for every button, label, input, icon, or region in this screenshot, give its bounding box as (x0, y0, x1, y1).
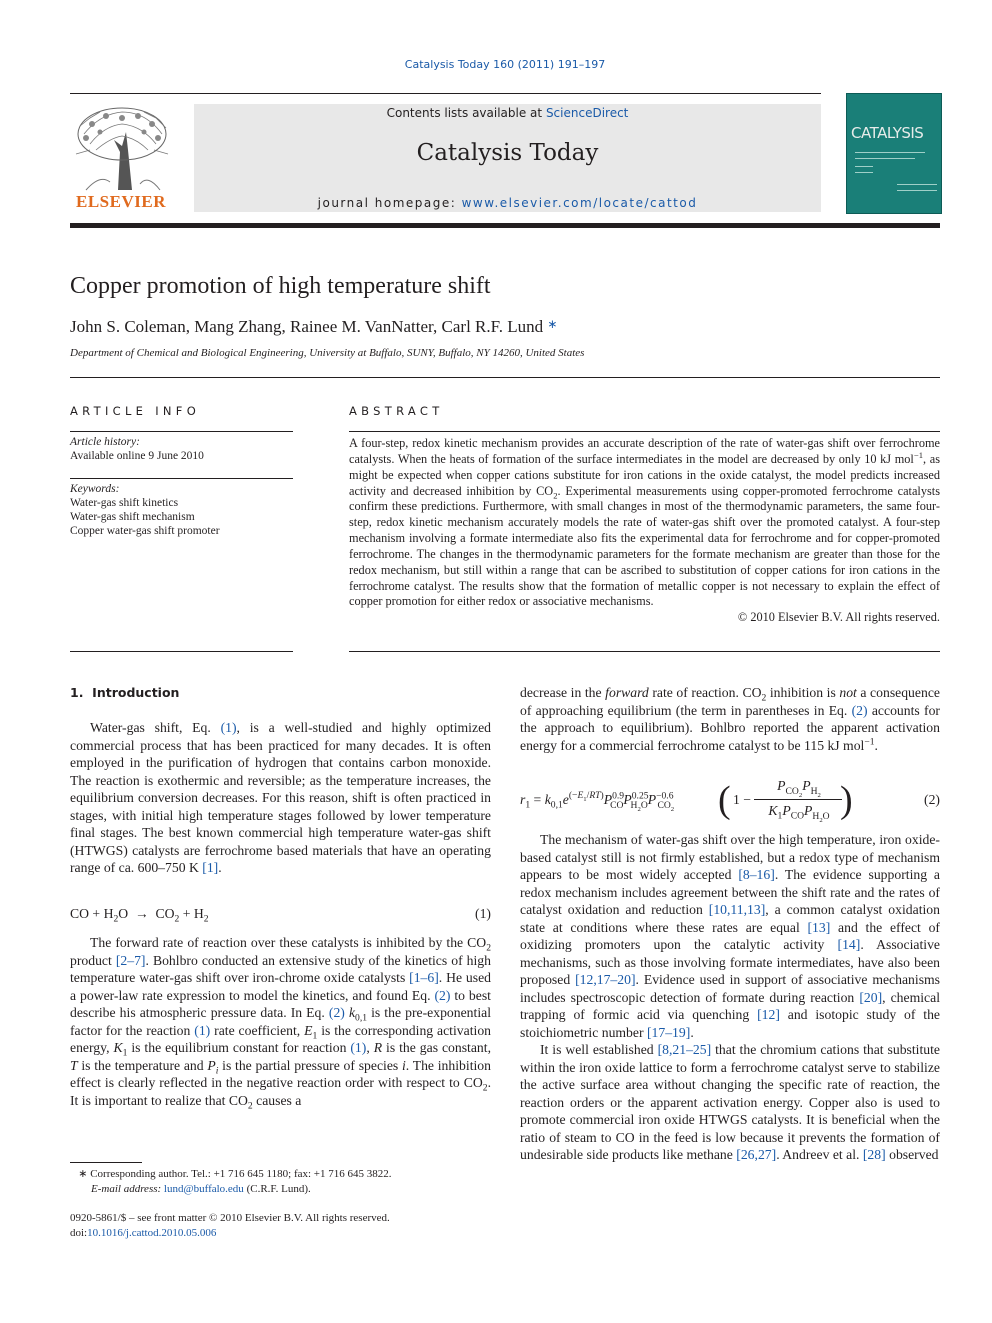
cover-line (855, 152, 925, 153)
journal-title: Catalysis Today (416, 140, 599, 166)
header-thick-rule (70, 223, 940, 228)
section-title: Introduction (92, 685, 180, 700)
abstract-bottom-rule (349, 651, 940, 652)
contents-line (194, 106, 821, 120)
email-suffix: (C.R.F. Lund). (246, 1183, 311, 1195)
journal-cover[interactable] (846, 93, 942, 214)
eq-ref[interactable]: (1) (350, 1040, 367, 1055)
ref-link[interactable]: [20] (859, 989, 883, 1005)
author-list (70, 317, 557, 337)
keywords-label: Keywords: (70, 483, 120, 495)
eq-ref[interactable]: (1) (194, 1022, 211, 1038)
intro-paragraph-2: The forward rate of reaction over these catalysts is inhibited by the $CO_2$ product [2–7]. Bohlbro conducted an extensive study of the kinetics of high temperature water-gas shift over iron-chrome oxide catalysts [1–6]. He used a power-law rate expression to model the kinetics, and found Eq. (2) to best describe his atmospheric pressure data. In Eq. (2) $k_{0,1}$ is the pre-exponential factor for the reaction (1) rate coefficient, $E_1$ is the corresponding activation energy, $K_1$ is the equilibrium constant for reaction (1), R is the gas constant, T is the temperature and $P_i$ is the partial pressure of species i. The inhibition effect is clearly reflected in the negative reaction order with respect to $CO_2$. It is important to realize that $CO_2$ causes a (70, 935, 492, 1112)
footnote-rule (70, 1162, 142, 1163)
ref-link[interactable]: [14] (837, 937, 861, 952)
email-label: E-mail address: (91, 1183, 162, 1195)
keywords-block (70, 482, 220, 538)
affiliation: Department of Chemical and Biological Engineering, University at Buffalo, SUNY, Buffalo, NY 14260, United States (70, 347, 585, 359)
ref-link[interactable]: [2–7] (115, 952, 146, 968)
elsevier-logo[interactable] (70, 104, 172, 212)
ref-link[interactable]: [12] (757, 1007, 780, 1022)
cover-line (897, 190, 937, 191)
ref-link[interactable]: [8–16] (738, 867, 775, 882)
equation-2: $r_1 = k_{0,1}e^{(-E_1/RT)}P^{0.9}_{CO}P^{0.25}_{H_2O}P^{-0.6}_{CO_2}$ ( 1 − $P_{CO_2}P_{H_2}$ $K_1P_{CO}P_{H_2O}$ ) (2) (520, 778, 940, 824)
homepage-prefix: journal homepage: (317, 196, 462, 210)
header-rule (70, 93, 821, 94)
front-matter (70, 1211, 491, 1241)
abstract-copyright: © 2010 Elsevier B.V. All rights reserved. (737, 610, 940, 625)
right-paragraph-1: decrease in the forward rate of reaction. $CO_2$ inhibition is not a consequence of approaching equilibrium (the term in parentheses in Eq. (2) accounts for the approach to equilibrium). Bohlbro reported the apparent activation energy for a commercial ferrochrome catalyst to be 115 kJ mol$^{-1}$. (520, 685, 940, 753)
keyword: Copper water-gas shift promoter (70, 525, 220, 537)
cover-line (855, 172, 873, 173)
journal-banner (194, 104, 821, 212)
journal-homepage (194, 196, 821, 210)
keyword: Water-gas shift kinetics (70, 497, 179, 509)
article-history (70, 435, 204, 463)
ref-link[interactable]: [17–19] (646, 1024, 691, 1040)
eq-ref[interactable]: (2) (328, 1005, 345, 1020)
equation-1: CO + $H_2O \to CO_2 + H_2$ (1) (70, 906, 491, 925)
ref-link[interactable]: [12,17–20] (575, 972, 636, 987)
keyword: Water-gas shift mechanism (70, 511, 195, 523)
authors: John S. Coleman, Mang Zhang, Rainee M. VanNatter, Carl R.F. Lund (70, 317, 544, 336)
journal-citation[interactable]: Catalysis Today 160 (2011) 191–197 (404, 58, 606, 71)
ref-link[interactable]: [8,21–25] (657, 1042, 712, 1057)
corresponding-note: Corresponding author. Tel.: +1 716 645 1180; fax: +1 716 645 3822. (90, 1168, 392, 1180)
article-info-heading: ARTICLE INFO (70, 404, 201, 418)
abstract-text: A four-step, redox kinetic mechanism provides an accurate description of the rate of water-gas shift over ferrochrome catalysts. When the heats of formation of the surface intermediates in the model are decreased by only 10 kJ mol$^{-1}$, as might be expected when copper cations substitute for iron cations in the oxide catalyst, the model predicts increased activity and decreased inhibition by $CO_2$. Experimental measurements using copper-promoted ferrochrome catalysts confirm these predictions. Furthermore, with small changes in most of the thermodynamic parameters, the same four-step, redox kinetic mechanism accurately models the rate of water-gas shift over the promoted catalyst. A four-step mechanism involving a formate intermediate also fits the experimental data for ferrochrome and for copper-promoted ferrochrome. The changes in the thermodynamic parameters for the formate mechanism are greater than those for the redox mechanism, but still within a range that can be ascribed to substitution of copper cations for iron cations in the ferrochrome catalyst. The results show that the formation of metallic copper is not necessary to explain the effect of copper promotion for either redox or associative mechanisms. © 2010 Elsevier B.V. All rights reserved. (349, 436, 940, 625)
issn-line: 0920-5861/$ – see front matter © 2010 Elsevier B.V. All rights reserved. (70, 1212, 390, 1224)
eq-ref[interactable]: (1) (220, 720, 237, 735)
abstract-rule (349, 431, 940, 432)
info-rule (70, 478, 293, 479)
history-label: Article history: (70, 436, 140, 448)
contents-prefix: Contents lists available at (386, 106, 546, 120)
homepage-link[interactable]: www.elsevier.com/locate/cattod (461, 196, 698, 210)
right-paragraph-2: The mechanism of water-gas shift over the high temperature, iron oxide-based catalyst still is not firmly established, but a redox type of mechanism appears to be most widely accepted [8–16]. The evidence supporting a redox mechanism includes agreement between the shift rate and the rates of catalyst oxidation and reduction [10,11,13], a common catalyst oxidation state at conditions where these rates are equal [13] and the effect of oxidizing promoters upon the catalytic activity [14]. Associative mechanisms, such as those involving formate intermediates, have also been proposed [12,17–20]. Evidence used in support of associative mechanisms includes spectroscopic detection of formate during reaction [20], chemical trapping of formic acid via quenching [12] and isotopic study of the stoichiometric number [17–19]. It is well established [8,21–25] that the chromium cations that substitute within the iron oxide lattice to form a ferrochrome catalyst serve to stabilize the active surface area without changing the specific rate of reaction, the reaction orders or the apparent activation energy. Copper also is used to promote commercial iron oxide HTWGS catalysts. It is beneficial when the ratio of steam to CO in the feed is low because it prevents the formation of undesirable side products like methane [26,27]. Andreev et al. [28] observed (520, 832, 941, 1162)
footnote-block: ∗ Corresponding author. Tel.: +1 716 645 1180; fax: +1 716 645 3822. E-mail address: lund@buffalo.edu (C.R.F. Lund). (70, 1168, 392, 1195)
ref-link[interactable]: [1] (202, 860, 219, 875)
cover-line (897, 184, 937, 185)
info-rule (70, 431, 293, 432)
intro-paragraph-1: Water-gas shift, Eq. (1), is a well-studied and highly optimized commercial process that has been practiced for many decades. It is often employed in the purification of hydrogen that contains carbon monoxide. The reaction is exothermic and reversible; as the temperature increases, the equilibrium conversion decreases. For this reason, shift is often practiced in stages, with initial high temperature stages followed by lower temperature final stages. The best known commercial high temperature water-gas shift (HTWGS) catalysts are ferrochrome based materials that have an operating range of ca. 600–750 K [1]. (70, 720, 491, 875)
section-heading (70, 684, 491, 702)
section-number: 1. (70, 685, 84, 700)
eq-ref[interactable]: (2) (434, 987, 451, 1003)
title-rule (70, 377, 940, 378)
cover-title: CATALYSIS (851, 124, 924, 142)
equation-2-label: (2) (924, 792, 940, 807)
ref-link[interactable]: [1–6] (409, 970, 439, 985)
corresponding-author-mark[interactable]: ∗ (547, 317, 558, 331)
ref-link[interactable]: [26,27] (736, 1147, 777, 1162)
ref-link[interactable]: [10,11,13] (708, 902, 766, 917)
cover-line (855, 158, 915, 159)
cover-line (855, 166, 873, 167)
tree-icon (70, 104, 172, 192)
ref-link[interactable]: [13] (807, 919, 831, 935)
article-title: Copper promotion of high temperature shift (70, 273, 491, 299)
doi-link[interactable]: 10.1016/j.cattod.2010.05.006 (87, 1227, 217, 1239)
eq-ref[interactable]: (2) (851, 702, 868, 718)
abstract-heading: ABSTRACT (349, 404, 444, 418)
publisher-name: ELSEVIER (76, 192, 166, 211)
doi-label: doi: (70, 1227, 88, 1239)
email-link[interactable]: lund@buffalo.edu (163, 1183, 244, 1195)
equation-1-label: (1) (475, 906, 491, 921)
info-bottom-rule (70, 651, 293, 652)
ref-link[interactable]: [28] (862, 1147, 886, 1162)
sciencedirect-link[interactable]: ScienceDirect (545, 106, 629, 120)
history-value: Available online 9 June 2010 (70, 450, 204, 462)
